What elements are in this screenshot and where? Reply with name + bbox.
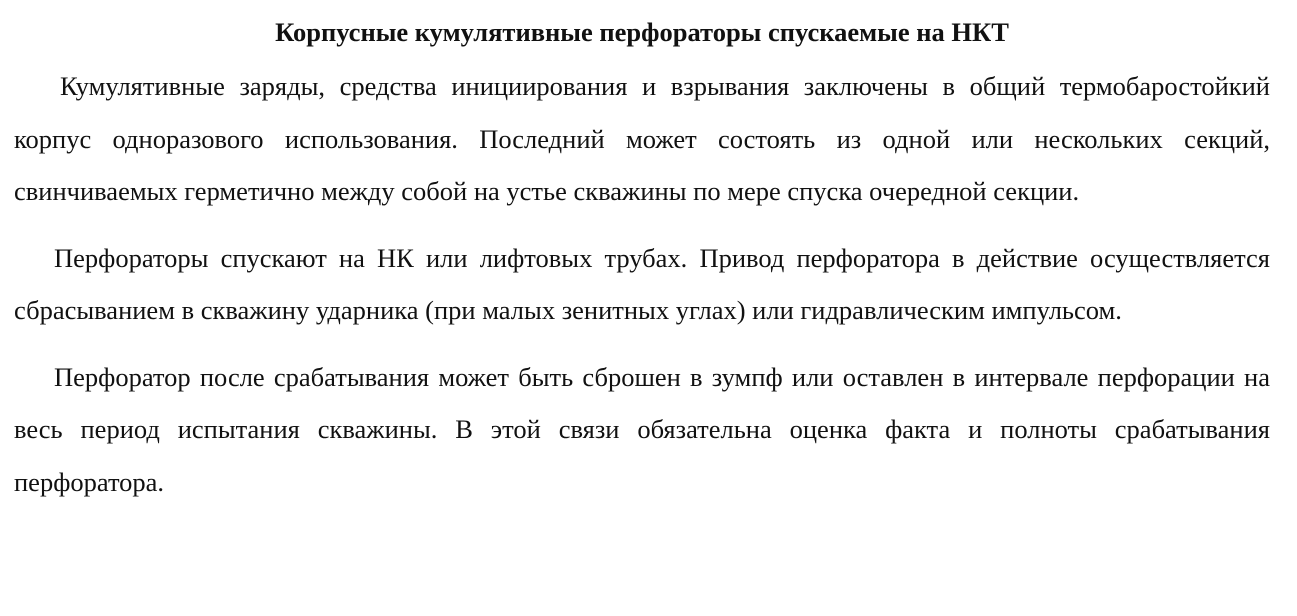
paragraph-2: Перфораторы спускают на НК или лифтовых трубах. Привод перфоратора в действие осуществляется сбрасыванием в скважину ударника (при малых зенитных углах) или гидравлическим импульсом.: [14, 242, 1270, 325]
paragraph-3: Перфоратор после срабатывания может быть сброшен в зумпф или оставлен в интервале перфорации на весь период испытания скважины. В этой связи обязательна оценка факта и полноты срабатывания перфоратора.: [14, 361, 1270, 497]
document-page: [14, 16, 1270, 522]
document-title: Корпусные кумулятивные перфораторы спускаемые на НКТ: [275, 17, 1009, 47]
paragraph-1: Кумулятивные заряды, средства инициирования и взрывания заключены в общий термобаростойкий корпус одноразового использования. Последний может состоять из одной или нескольких секций, свинчиваемых герметично между собой на устье скважины по мере спуска очередной секции.: [14, 71, 1270, 206]
